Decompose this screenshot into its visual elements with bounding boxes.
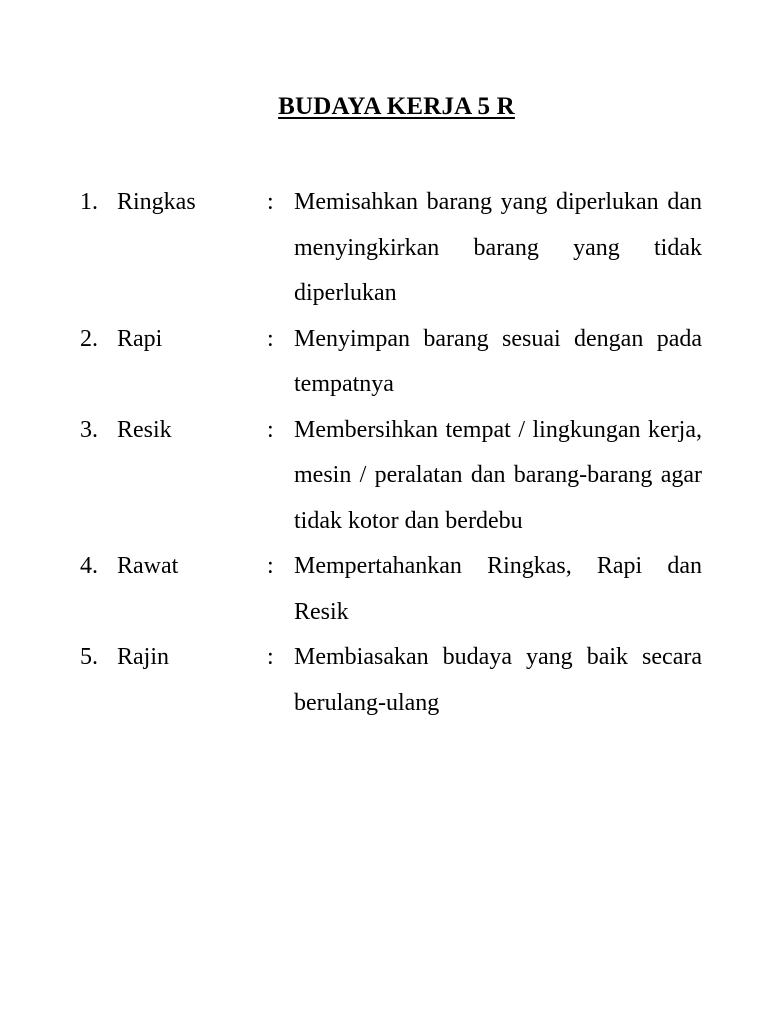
- item-description: Membersihkan tempat / lingkungan kerja, mesin / peralatan dan barang-barang agar tidak kotor dan berdebu: [294, 416, 702, 534]
- item-separator: :: [267, 416, 274, 443]
- item-description: Mempertahankan Ringkas, Rapi dan Resik: [294, 553, 702, 625]
- page-title: BUDAYA KERJA 5 R: [278, 93, 515, 120]
- item-term: Rajin: [117, 644, 169, 670]
- principles-list: [0, 180, 768, 726]
- item-separator: :: [267, 553, 274, 579]
- list-item-rapi: [0, 317, 768, 408]
- item-number: 3.: [80, 416, 98, 443]
- item-separator: :: [267, 325, 274, 352]
- item-number: 4.: [80, 553, 98, 579]
- list-item-rawat: [0, 544, 768, 635]
- item-description: Membiasakan budaya yang baik secara berulang-ulang: [294, 644, 702, 716]
- item-separator: :: [267, 644, 274, 670]
- item-description: Menyimpan barang sesuai dengan pada tempatnya: [294, 325, 702, 397]
- item-separator: :: [267, 189, 274, 215]
- list-item-resik: [0, 408, 768, 545]
- item-term: Rapi: [117, 325, 163, 352]
- item-number: 5.: [80, 644, 98, 670]
- list-item-rajin: [0, 635, 768, 726]
- item-term: Ringkas: [117, 189, 196, 215]
- item-number: 2.: [80, 325, 98, 352]
- item-term: Resik: [117, 416, 172, 443]
- list-item-ringkas: [0, 180, 768, 317]
- item-term: Rawat: [117, 553, 179, 579]
- item-description: Memisahkan barang yang diperlukan dan menyingkirkan barang yang tidak diperlukan: [294, 189, 702, 306]
- item-number: 1.: [80, 189, 98, 215]
